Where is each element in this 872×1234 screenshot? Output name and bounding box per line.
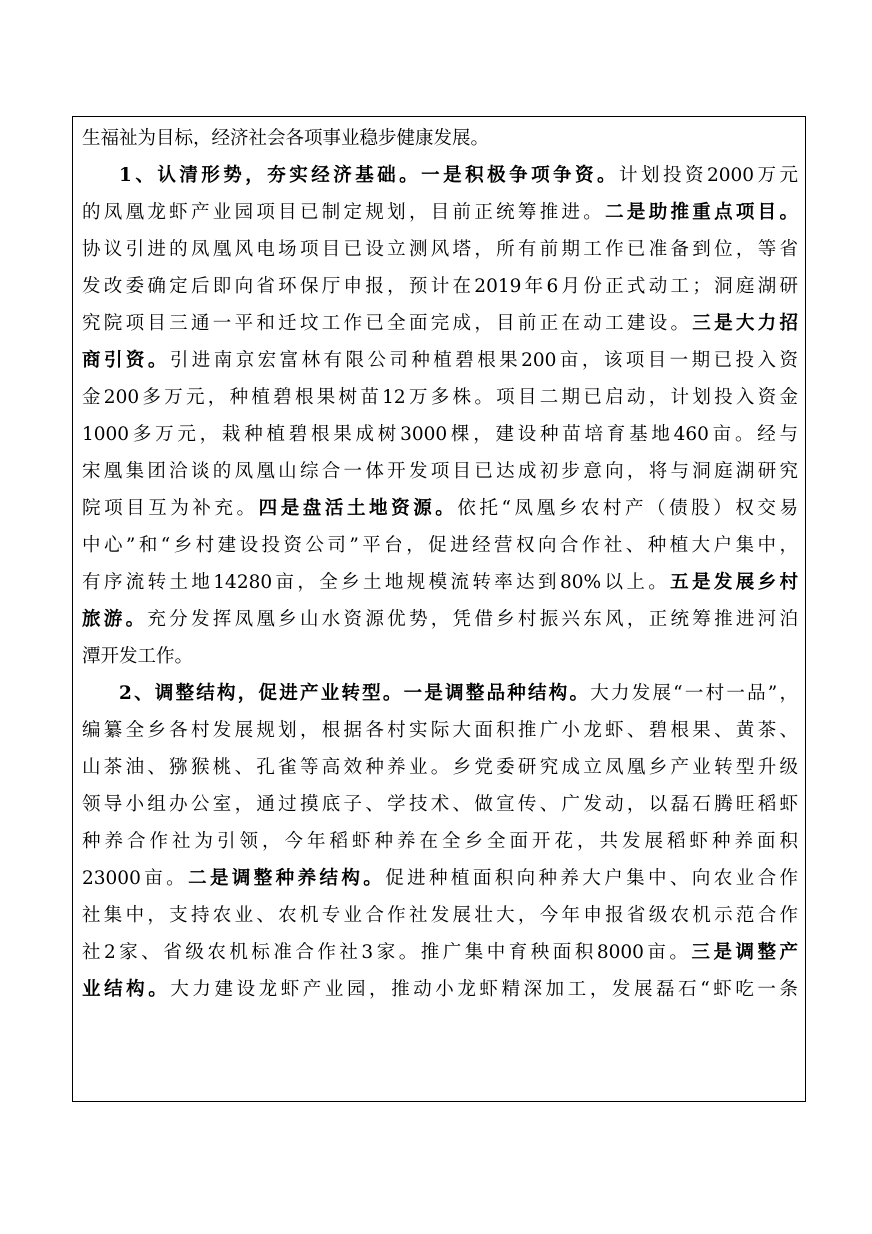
text-line [82, 934, 798, 971]
text-segment: 究院项目三通一平和迁坟工作已全面完成，目前正在动工建设。 [82, 313, 693, 334]
text-segment: 促进种植面积向种养大户集中、向农业合作 [385, 868, 798, 889]
text-line [82, 749, 798, 786]
text-line [82, 379, 798, 416]
bold-heading-segment: 三是大力招 [692, 313, 798, 334]
text-line [82, 120, 798, 157]
text-segment: 发改委确定后即向省环保厅申报，预计在2019年6月份正式动工；洞庭湖研 [82, 276, 798, 297]
text-segment: 引进南京宏富林有限公司种植碧根果200亩，该项目一期已投入资 [169, 350, 798, 371]
text-line [82, 712, 798, 749]
text-line [82, 786, 798, 823]
text-line [82, 897, 798, 934]
text-segment: 种养合作社为引领，今年稻虾种养在全乡全面开花，共发展稻虾种养面积 [82, 831, 798, 852]
text-segment: 有序流转土地14280亩，全乡土地规模流转率达到80%以上。 [82, 572, 671, 593]
bold-heading-segment: 五是发展乡村 [670, 572, 798, 593]
bold-heading-segment: 1、认清形势，夯实经济基础。一是积极争项争资。 [119, 165, 620, 186]
text-line [82, 675, 798, 712]
text-segment: 社2家、省级农机标准合作社3家。推广集中育秧面积8000亩。 [82, 942, 692, 963]
bold-heading-segment: 商引资。 [82, 350, 170, 371]
text-segment: 充分发挥凤凰乡山水资源优势，凭借乡村振兴东风，正统筹推进河泊 [147, 609, 798, 630]
bold-heading-segment: 三是调整产 [691, 942, 798, 963]
text-line [82, 823, 798, 860]
text-line [82, 527, 798, 564]
text-segment: 计划投资2000万元 [619, 165, 799, 186]
bold-heading-segment: 二是调整种养结构。 [188, 868, 386, 889]
text-segment: 23000亩。 [82, 868, 189, 889]
text-segment: 金200多万元，种植碧根果树苗12万多株。项目二期已启动，计划投入资金 [82, 387, 798, 408]
text-line [82, 601, 798, 638]
text-line [82, 268, 798, 305]
text-line [82, 490, 798, 527]
bold-heading-segment: 旅游。 [82, 609, 148, 630]
text-line [82, 157, 798, 194]
text-line [82, 231, 798, 268]
text-segment: 潭开发工作。 [82, 646, 194, 667]
text-segment: 协议引进的凤凰风电场项目已设立测风塔，所有前期工作已准备到位，等省 [82, 239, 798, 260]
text-segment: 社集中，支持农业、农机专业合作社发展壮大，今年申报省级农机示范合作 [82, 905, 798, 926]
text-line [82, 564, 798, 601]
text-segment: 大力建设龙虾产业园，推动小龙虾精深加工，发展磊石“虾吃一条 [170, 979, 798, 1000]
text-line [82, 638, 798, 675]
text-line [82, 416, 798, 453]
text-segment: 1000多万元，栽种植碧根果成树3000棵，建设种苗培育基地460亩。经与 [82, 424, 798, 445]
bold-heading-segment: 二是助推重点项目。 [605, 202, 798, 223]
text-segment: 依托“凤凰乡农村产（债股）权交易 [457, 498, 798, 519]
text-line [82, 194, 798, 231]
document-body [82, 120, 798, 1008]
text-line [82, 305, 798, 342]
text-segment: 编纂全乡各村发展规划，根据各村实际大面积推广小龙虾、碧根果、黄茶、 [82, 720, 798, 741]
bold-heading-segment: 业结构。 [82, 979, 171, 1000]
text-segment: 生福祉为目标，经济社会各项事业稳步健康发展。 [82, 128, 490, 149]
text-segment: 宋凰集团洽谈的凤凰山综合一体开发项目已达成初步意向，将与洞庭湖研究 [82, 461, 798, 482]
text-line [82, 971, 798, 1008]
text-segment: 中心”和“乡村建设投资公司”平台，促进经营权向合作社、种植大户集中， [82, 535, 798, 556]
text-segment: 的凤凰龙虾产业园项目已制定规划，目前正统筹推进。 [82, 202, 606, 223]
text-segment: 大力发展“一村一品”， [590, 683, 799, 704]
text-line [82, 860, 798, 897]
bold-heading-segment: 2、调整结构，促进产业转型。一是调整品种结构。 [119, 683, 591, 704]
text-segment: 院项目互为补充。 [82, 498, 259, 519]
text-line [82, 342, 798, 379]
bold-heading-segment: 四是盘活土地资源。 [258, 498, 458, 519]
text-line [82, 453, 798, 490]
text-segment: 领导小组办公室，通过摸底子、学技术、做宣传、广发动，以磊石腾旺稻虾 [82, 794, 798, 815]
text-segment: 山茶油、猕猴桃、孔雀等高效种养业。乡党委研究成立凤凰乡产业转型升级 [82, 757, 798, 778]
